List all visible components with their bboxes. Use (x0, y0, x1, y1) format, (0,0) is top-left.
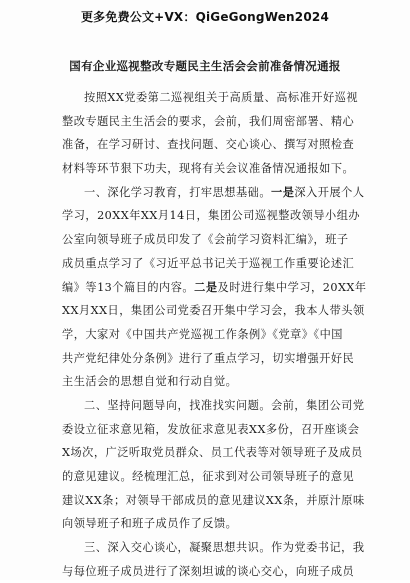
paragraph-intro (62, 86, 359, 181)
text-line: 三、深入交心谈心，凝聚思想共识。作为党委书记，我 (84, 541, 365, 555)
paragraph-problems (62, 394, 365, 536)
text-line: 一、深化学习教育，打牢思想基础。一是深入开展个人 (84, 184, 365, 199)
text-line: 主生活会的思想自觉和行动自觉。 (62, 375, 238, 389)
text-line: 学，大家对《中国共产党巡视工作条例》《党章》《中国 (62, 327, 343, 341)
paragraph-study (62, 181, 367, 394)
text-line: 委设立征求意见箱，发放征求意见表XX多份，召开座谈会 (62, 422, 360, 436)
text-line: X场次，广泛听取党员群众、员工代表等对领导班子及成员 (62, 446, 363, 460)
text-line: 成员重点学习了《习近平总书记关于巡视工作重要论述汇 (62, 256, 355, 270)
document-title: 国有企业巡视整改专题民主生活会会前准备情况通报 (69, 59, 341, 73)
text-line: XX月XX日，集团公司党委召开集中学习会，我本人带头领 (62, 304, 365, 318)
text-line: 建议XX条；对领导干部成员的意见建议XX条，并原汁原味 (62, 493, 365, 507)
text-line: 材料等环节狠下功夫，现将有关会议准备情况通报如下。 (62, 162, 355, 176)
text-line: 与每位班子成员进行了深刻坦诚的谈心交心，向班子成员 (62, 564, 355, 578)
text-line: 二、坚持问题导向，找准找实问题。会前，集团公司党 (84, 398, 365, 412)
text-line: 按照XX党委第二巡视组关于高质量、高标准开好巡视 (84, 91, 359, 104)
watermark-banner: 更多免费公文+VX：QiGeGongWen2024 (80, 10, 329, 24)
text-line: 的意见建议。经梳理汇总，征求到对公司领导班子的意见 (62, 470, 355, 483)
text-line: 整改专题民主生活会的要求，会前，我们周密部署、精心 (62, 114, 355, 128)
text-line: 学习，20XX年XX月14日，集团公司巡视整改领导小组办 (62, 209, 361, 223)
text-line: 向领导班子和班子成员作了反馈。 (62, 517, 238, 531)
paragraph-talks (62, 536, 365, 583)
text-line: 准备，在学习研讨、查找问题、交心谈心、撰写对照检查 (62, 138, 355, 152)
text-line: 编》等13个篇目的内容。二是及时进行集中学习，20XX年 (62, 279, 367, 294)
text-line: 共产党纪律处分条例》进行了重点学习，切实增强开好民 (62, 351, 355, 365)
text-line: 公室向领导班子成员印发了《会前学习资料汇编》，班子 (62, 233, 349, 247)
document-body (62, 86, 367, 583)
